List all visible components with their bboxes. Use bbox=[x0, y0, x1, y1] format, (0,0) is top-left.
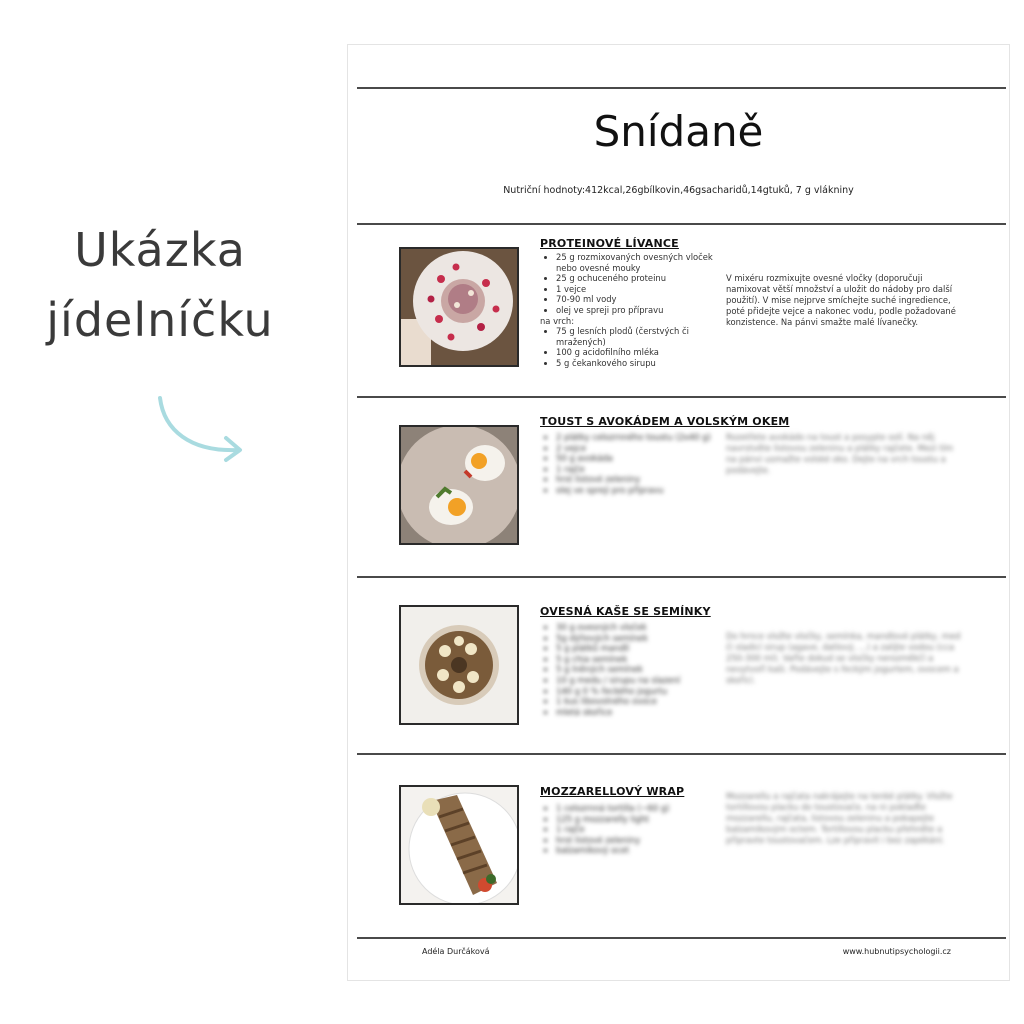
sample-menu-heading bbox=[20, 215, 300, 355]
ingredient: • 1 rajče bbox=[556, 464, 726, 475]
topping-label: na vrch: bbox=[540, 315, 575, 326]
ingredient: • 1 rajče bbox=[556, 824, 726, 835]
ingredient-list bbox=[540, 252, 726, 369]
recipe-instructions: V mixéru rozmixujte ovesné vločky (doporučuji namixovat větší množství a uložit do nádoby pro další použití). V mise nejprve smíchejte suché ingredience, poté přidejte vejce a nakonec vodu, podle požadované konzistence. Na pánvi smažte malé lívanečky. bbox=[726, 273, 956, 327]
ingredient: • 5 g lněných semínek bbox=[556, 664, 726, 675]
recipe-instructions: Do hrnce vložte vločky, semínka, mandlové plátky, med či sladicí sirup (agave, datlový, ...) a zalijte vodou (cca 250-300 ml). Vařte dokud se vločky nerozměkčí a nevytvoří kaši. Podávejte s řeckým jogurtem, ovocem a skořicí. bbox=[726, 631, 961, 685]
ingredient: • olej ve spreji pro přípravu bbox=[556, 485, 726, 496]
ingredient: • 2 vejce bbox=[556, 443, 726, 454]
divider bbox=[357, 576, 1006, 578]
footer-author: Adéla Durčáková bbox=[422, 947, 490, 956]
ingredient-list bbox=[540, 432, 726, 496]
ingredient: • 75 g lesních plodů (čerstvých či mražených) bbox=[556, 326, 726, 347]
wrap-photo bbox=[399, 785, 519, 905]
ingredient: • olej ve spreji pro přípravu bbox=[556, 305, 726, 316]
recipe-title: OVESNÁ KAŠE SE SEMÍNKY bbox=[540, 605, 711, 618]
recipe-avocado-toast bbox=[348, 411, 1009, 561]
ingredient: • hrst listové zeleniny bbox=[556, 474, 726, 485]
menu-page bbox=[347, 44, 1010, 981]
recipe-pancakes bbox=[348, 233, 1009, 383]
recipe-title: PROTEINOVÉ LÍVANCE bbox=[540, 237, 679, 250]
curved-arrow-icon bbox=[150, 390, 260, 470]
avocado-toast-photo bbox=[399, 425, 519, 545]
footer-website: www.hubnutipsychologii.cz bbox=[842, 947, 951, 956]
heading-line-2: jídelníčku bbox=[46, 293, 274, 347]
recipe-instructions: Mozzarellu a rajčata nakrájejte na tenké plátky. Vložte tortillovou placku do toustovače, na ni poklaďte mozzarellu, rajčata, listovou zeleninu a pokapejte balzamikovým octem. Tortillovou placku přehněte a připravte toustovačem. Lze připravit i bez zapékání. bbox=[726, 791, 953, 845]
ingredient: • 5 g čekankového sirupu bbox=[556, 358, 726, 369]
heading-line-1: Ukázka bbox=[74, 223, 246, 277]
divider bbox=[357, 223, 1006, 225]
ingredient: • 5 g plátků mandlí bbox=[556, 643, 726, 654]
ingredient: • 1 kus libovolného ovoce bbox=[556, 696, 726, 707]
recipe-title: TOUST S AVOKÁDEM A VOLSKÝM OKEM bbox=[540, 415, 790, 428]
ingredient: • 25 g rozmixovaných ovesných vloček nebo ovesné mouky bbox=[556, 252, 726, 273]
ingredient: • 100 g acidofilního mléka bbox=[556, 347, 726, 358]
ingredient: • balzamikový ocet bbox=[556, 845, 726, 856]
ingredient: • 5g dýňových semínek bbox=[556, 633, 726, 644]
ingredient: • 50 g avokáda bbox=[556, 453, 726, 464]
ingredient: • 25 g ochuceného proteinu bbox=[556, 273, 726, 284]
ingredient: • 70-90 ml vody bbox=[556, 294, 726, 305]
divider bbox=[357, 396, 1006, 398]
ingredient: • 5 g chia semínek bbox=[556, 654, 726, 665]
recipe-title: MOZZARELLOVÝ WRAP bbox=[540, 785, 685, 798]
ingredient: • 140 g 0 % řeckého jogurtu bbox=[556, 686, 726, 697]
ingredient: • 1 vejce bbox=[556, 284, 726, 295]
page-title: Snídaně bbox=[593, 107, 764, 156]
pancakes-photo bbox=[399, 247, 519, 367]
ingredient: • 125 g mozzarelly light bbox=[556, 814, 726, 825]
divider bbox=[357, 87, 1006, 89]
ingredient: • 30 g ovesných vloček bbox=[556, 622, 726, 633]
ingredient: • 1 celozrnná tortilla (~60 g) bbox=[556, 803, 726, 814]
divider bbox=[357, 753, 1006, 755]
ingredient-list bbox=[540, 622, 726, 717]
divider bbox=[357, 937, 1006, 939]
nutrition-values: Nutriční hodnoty:412kcal,26gbílkovin,46gsacharidů,14gtuků, 7 g vlákniny bbox=[503, 185, 854, 196]
recipe-wrap bbox=[348, 771, 1009, 921]
ingredient: • 10 g medu / sirupu na slazení bbox=[556, 675, 726, 686]
ingredient-list bbox=[540, 803, 726, 856]
recipe-instructions: Rozetřete avokádo na toust a posypte solí. Na něj navrstvěte listovou zeleninu a plátky rajčete. Mezi tím na pánvi usmažte volské oko. Dejte na vrch toustu a podávejte. bbox=[726, 432, 954, 475]
ingredient: • mletá skořice bbox=[556, 707, 726, 718]
porridge-photo bbox=[399, 605, 519, 725]
recipe-porridge bbox=[348, 591, 1009, 741]
ingredient: • hrst listové zeleniny bbox=[556, 835, 726, 846]
ingredient: • 2 plátky celozrnného toustu (2x40 g) bbox=[556, 432, 726, 443]
